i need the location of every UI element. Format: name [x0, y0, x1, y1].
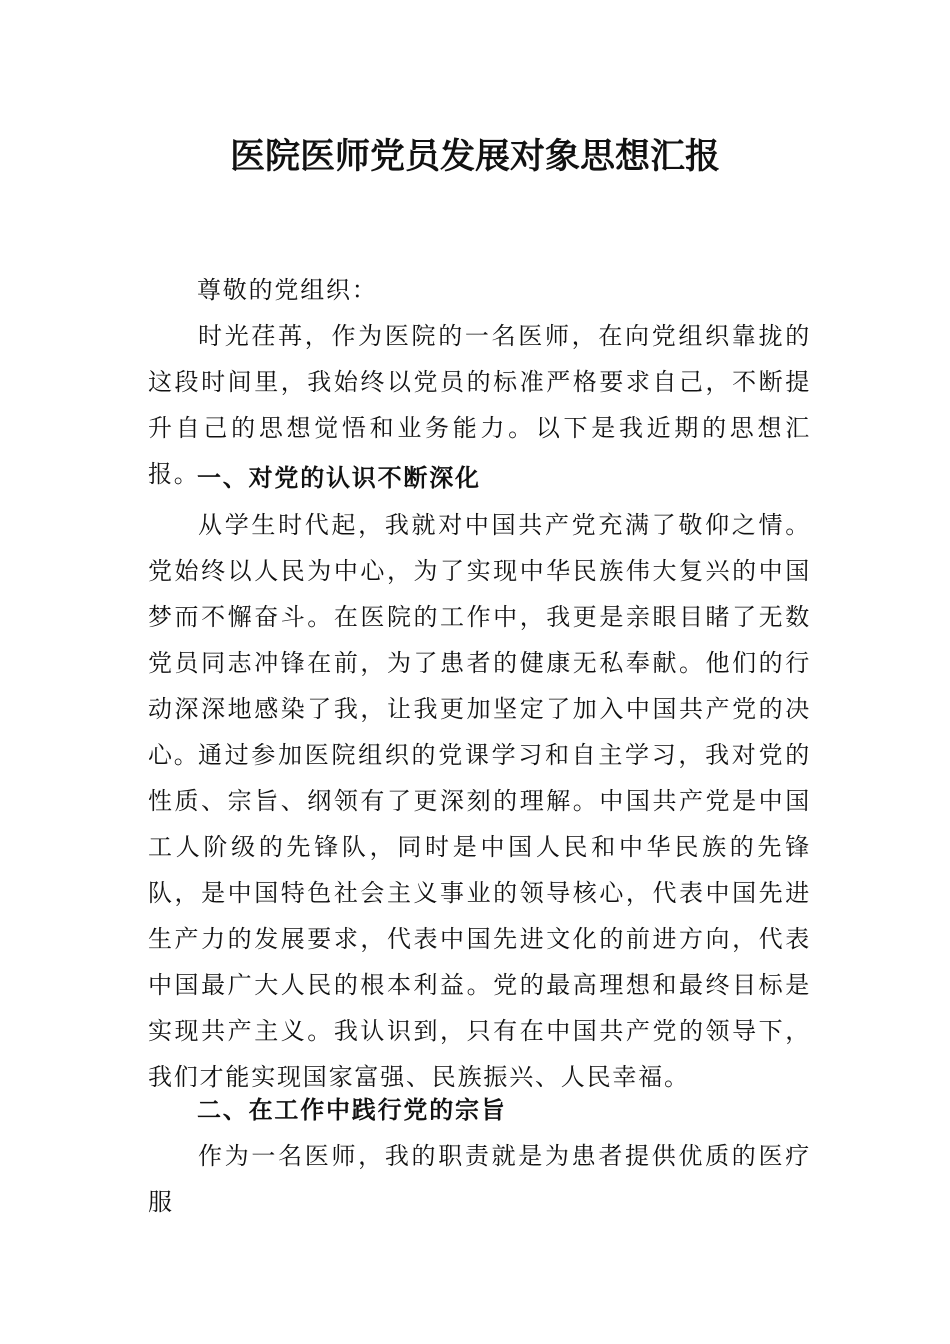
salutation: 尊敬的党组织：	[197, 276, 378, 304]
paragraph-text: 作为一名医师，我的职责就是为患者提供优质的医疗服	[148, 1142, 811, 1216]
section-heading-2: 二、在工作中践行党的宗旨	[197, 1095, 507, 1124]
paragraph-text: 通过参加医院组织的党课学习和自主学习，我对党的性质、宗旨、纲领有了更深刻的理解。中国共产党是中国工人阶级的先锋队，同时是中国人民和中华民族的先锋队，是中国特色社会主义事业的领导核心，代表中国先进生产力的发展要求，代表中国先进文化的前进方向，代表中国最广大人民的根本利益。党的最高理想和最终目标是实现共产主义。我认识到，只有在中国共产党的领导下，我们才能实现国家富强、民族振兴、人民幸福。	[148, 741, 811, 1091]
paragraph-section2-a	[148, 1133, 811, 1225]
paragraph-text: 时光荏苒，作为医院的一名医师，在向党组织靠拢的这段时间里，我始终以党员的标准严格要求自己，不断提升自己的思想觉悟和业务能力。以下是我近期的思想汇报。	[148, 322, 811, 488]
paragraph-text: 从学生时代起，我就对中国共产党充满了敬仰之情。党始终以人民为中心，为了实现中华民族伟大复兴的中国梦而不懈奋斗。在医院的工作中，我更是亲眼目睹了无数党员同志冲锋在前，为了患者的健康无私奉献。他们的行动深深地感染了我，让我更加坚定了加入中国共产党的决心。	[148, 511, 811, 769]
section-heading-1: 一、对党的认识不断深化	[197, 463, 481, 492]
paragraph-section1-b	[148, 732, 811, 1100]
document-title: 医院医师党员发展对象思想汇报	[229, 137, 720, 177]
